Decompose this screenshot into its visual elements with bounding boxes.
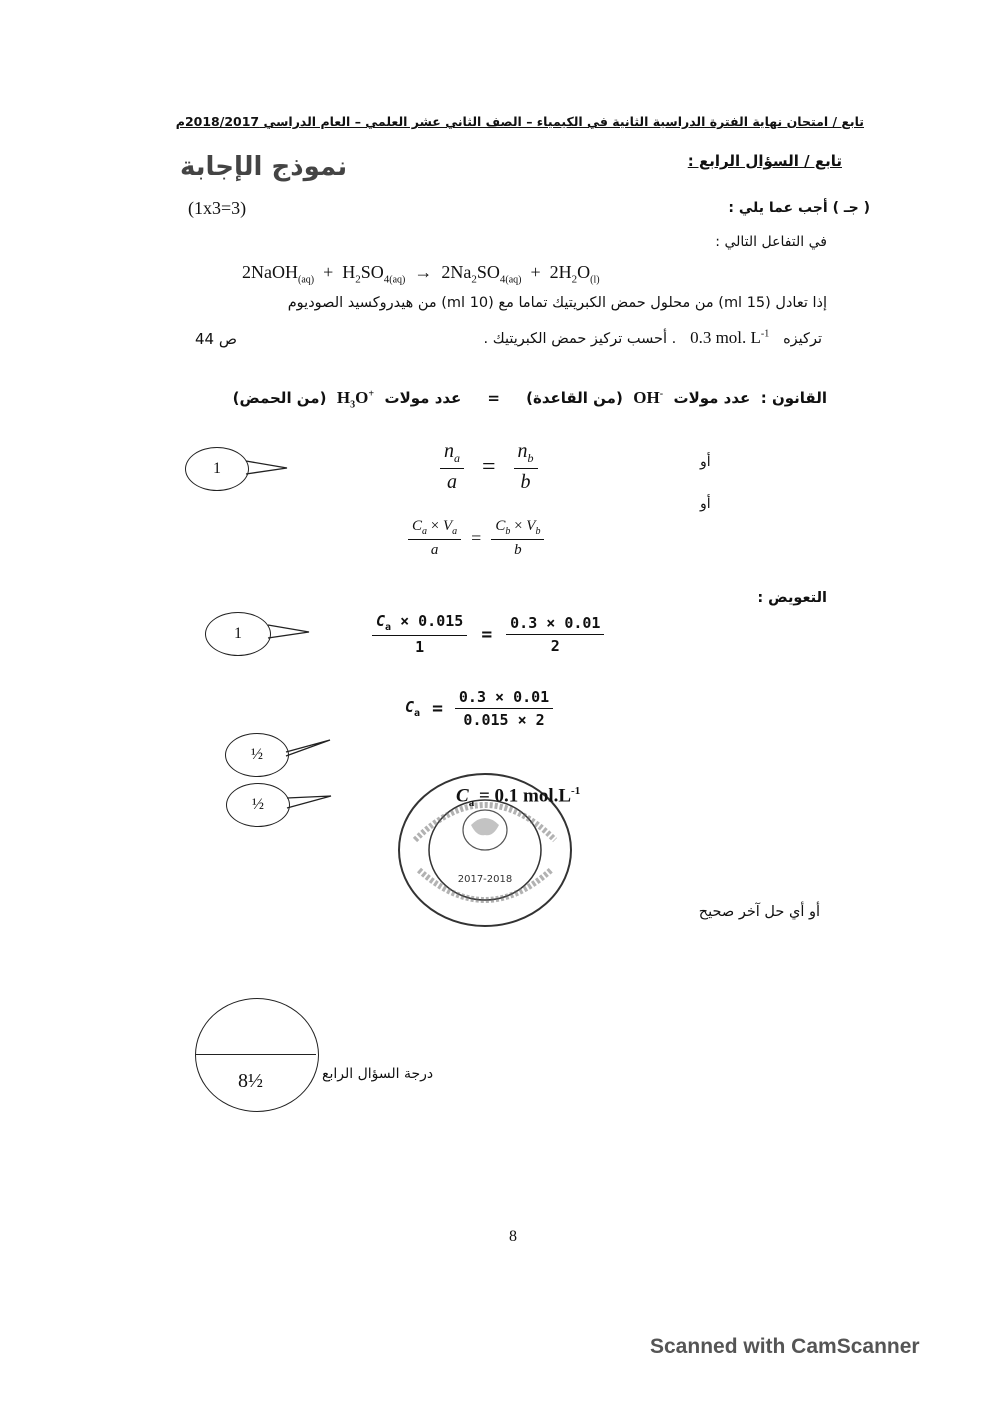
- total-score-divider: [196, 1054, 316, 1055]
- bubble-pointer: [286, 790, 334, 812]
- substitution-label: التعويض :: [757, 590, 827, 606]
- score-bubble: 1: [185, 447, 249, 491]
- question-continuation: تابع / السؤال الرابع :: [687, 152, 842, 170]
- bubble-pointer: [285, 736, 333, 758]
- question-line-2: تركيزه 0.3 mol. $L^{-1}$ . أحسب تركيز حمض الكبريتيك .: [483, 328, 822, 347]
- total-score-label: درجة السؤال الرابع: [322, 1066, 434, 1082]
- score-bubble: 1: [205, 612, 271, 656]
- concentration-volume-formula: $\frac{C_a \times V_a}{a}$ = $\frac{C_b \times V_b}{b}$: [408, 518, 544, 559]
- alternative-solution-note: أو أي حل آخر صحيح: [698, 904, 820, 920]
- mole-ratio-formula: $\frac{n_a}{a}$ = $\frac{n_b}{b}$: [440, 440, 538, 494]
- or-label-2: أو: [700, 496, 711, 512]
- total-score-circle: [195, 998, 319, 1112]
- law-statement: القانون : عدد مولات OH- (من القاعدة) = عدد مولات $H_3O^+$ (من الحمض): [232, 388, 827, 411]
- question-part-label: ( جـ ) أجب عما يلي :: [728, 200, 870, 216]
- chemical-equation: 2NaOH$_{(aq)}$ + $H_2SO_{4(aq)} \to 2Na_2SO_{4(aq)} + 2H_2O_{(l)}$: [242, 262, 600, 286]
- question-intro: في التفاعل التالي :: [715, 234, 827, 250]
- scanner-watermark: Scanned with CamScanner: [650, 1335, 920, 1358]
- bubble-pointer: [245, 458, 290, 478]
- or-label-1: أو: [700, 454, 711, 470]
- question-line-1: إذا تعادل (15 ml) من محلول حمض الكبريتيك تماما مع (10 ml) من هيدروكسيد الصوديوم: [287, 295, 827, 311]
- marks-breakdown: (1x3=3): [188, 198, 247, 218]
- score-bubble: ½: [226, 783, 290, 827]
- page-reference: ص 44: [195, 330, 237, 348]
- page-number: 8: [509, 1228, 517, 1245]
- stamp-year: 2017-2018: [457, 874, 513, 885]
- bubble-pointer: [267, 622, 312, 642]
- ca-calculation: $C_a$ = $\frac{0.3 \times 0.01}{0.015 \times 2}$: [405, 688, 553, 729]
- final-result: $C_a = 0.1$ $mol.L^{-1}$: [456, 785, 581, 810]
- substitution-equation: $\frac{C_a \times 0.015}{1}$ = $\frac{0.3 \times 0.01}{2}$: [372, 612, 604, 656]
- answer-model-title: نموذج الإجابة: [180, 152, 348, 182]
- page-header: تابع / امتحان نهاية الفترة الدراسية الثانية في الكيمياء – الصف الثاني عشر العلمي – العام الدراسي 2018/2017م: [175, 114, 864, 129]
- score-bubble: ½: [225, 733, 289, 777]
- total-score-value: 8½: [238, 1070, 263, 1092]
